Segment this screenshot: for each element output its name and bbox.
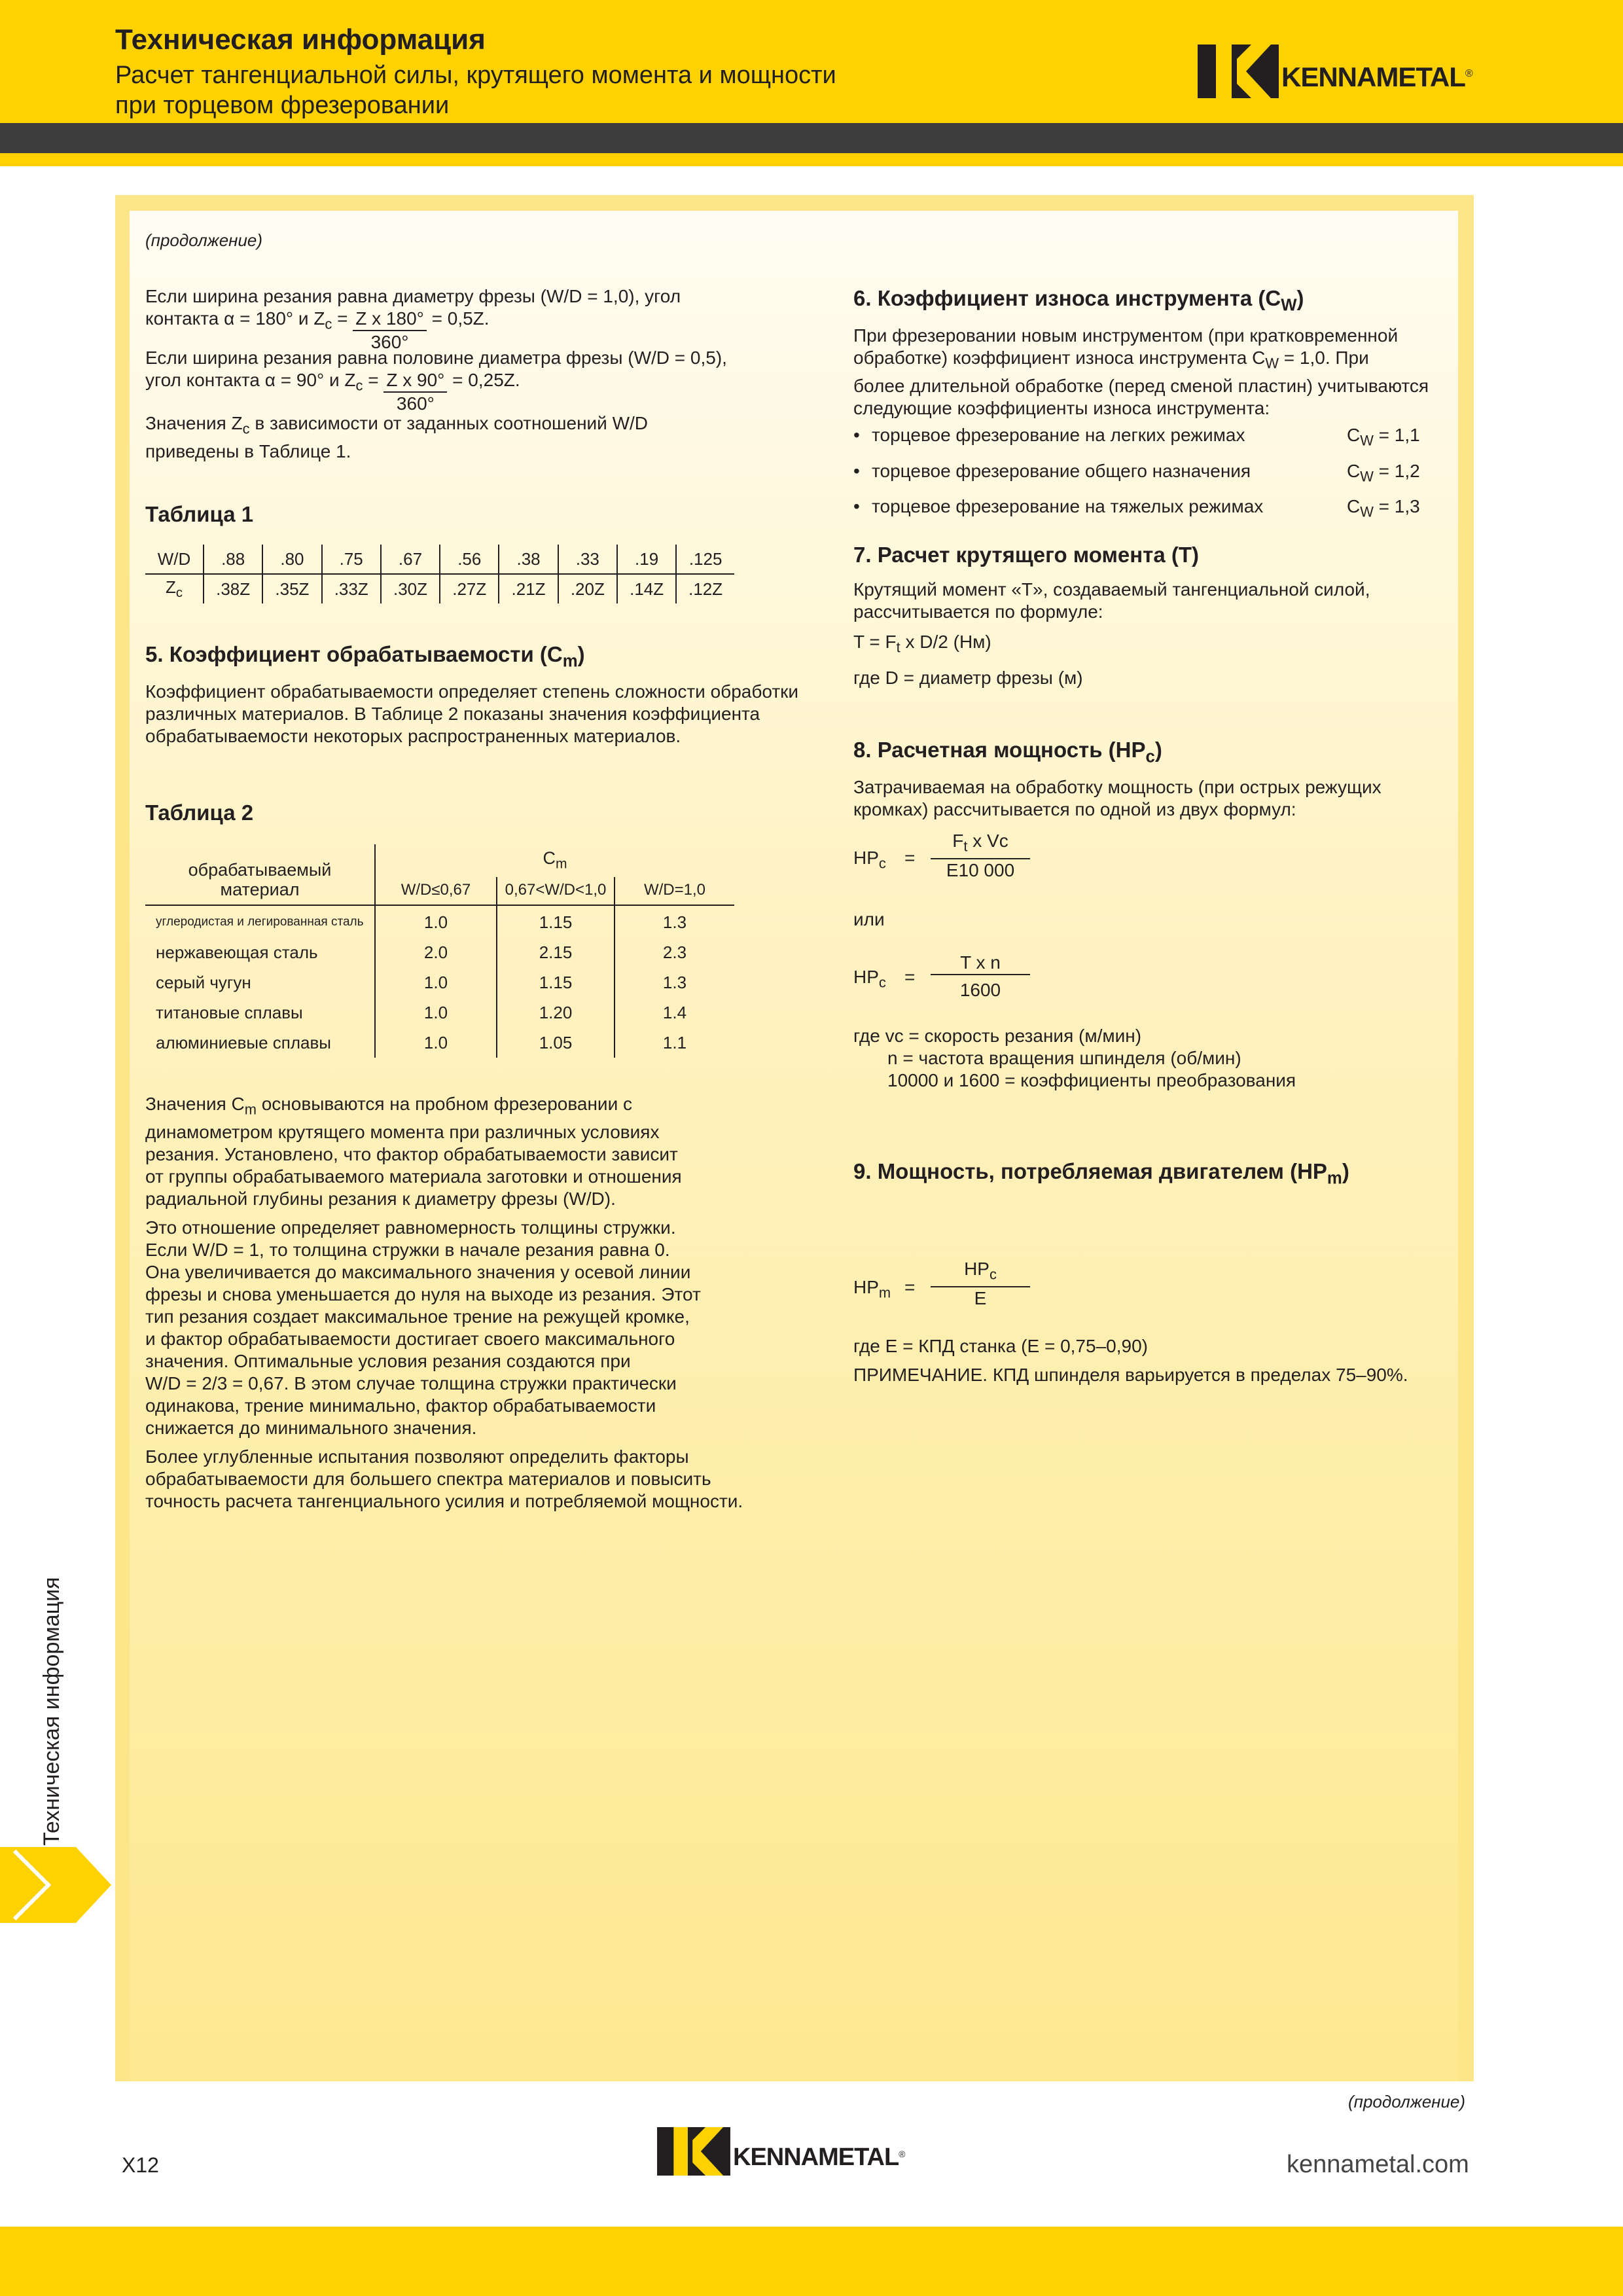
text-line: одинакова, трение минимально, фактор обрабатываемости — [145, 1395, 656, 1416]
text-fragment: 5. Коэффициент обрабатываемости (C — [145, 642, 563, 666]
table-cell: .80 — [262, 545, 321, 574]
table-cell: .33 — [558, 545, 617, 574]
section5-body — [145, 681, 813, 747]
text-line — [145, 412, 800, 440]
logo-registered-mark: ® — [1465, 68, 1473, 79]
page-subtitle — [115, 60, 836, 120]
text-fragment: Z — [165, 577, 176, 597]
text-fragment: контакта α = 180° и Z — [145, 308, 325, 329]
fraction — [931, 952, 1030, 1001]
table2-title: Таблица 2 — [145, 800, 254, 825]
table2-col-header: 0,67<W/D<1,0 — [505, 881, 607, 899]
table2-cell: 1.15 — [539, 912, 573, 932]
text-line: резания. Установлено, что фактор обрабатываемости зависит — [145, 1143, 678, 1164]
table-cell: .38 — [499, 545, 558, 574]
table-divider — [145, 905, 734, 906]
fraction — [931, 830, 1030, 882]
page-title: Техническая информация — [115, 24, 486, 56]
table2-cell: 1.05 — [539, 1033, 573, 1052]
text-fragment: x Vc — [967, 831, 1008, 851]
table2-row-material: нержавеющая сталь — [156, 942, 318, 962]
text-fragment: C — [1347, 460, 1361, 481]
table2-header-cm — [376, 848, 734, 872]
logo-text: KENNAMETAL — [733, 2143, 899, 2171]
subscript: c — [355, 377, 363, 394]
table2-cell: 1.0 — [423, 973, 448, 992]
table1 — [145, 545, 734, 603]
table-cell: .56 — [440, 545, 499, 574]
formula-hpc-lhs — [853, 847, 886, 875]
text-fragment: = 1,2 — [1373, 460, 1420, 481]
where-block — [853, 1025, 1442, 1092]
subscript: W — [1265, 355, 1279, 372]
text-line: снижается до минимального значения. — [145, 1417, 477, 1438]
text-line: W/D = 2/3 = 0,67. В этом случае толщина стружки практически — [145, 1372, 677, 1393]
text-fragment: = 0,5Z. — [426, 308, 490, 329]
text-fragment: обработке) коэффициент износа инструмента C — [853, 348, 1266, 368]
list-item — [853, 420, 1442, 456]
text-line: n = частота вращения шпинделя (об/мин) — [887, 1048, 1241, 1068]
section8-title — [853, 737, 1162, 770]
text-fragment: = 1,3 — [1373, 496, 1420, 517]
text-line — [145, 1093, 813, 1121]
subscript: t — [896, 639, 901, 656]
text-fragment: ) — [1342, 1159, 1349, 1183]
continued-label-bottom: (продолжение) — [1348, 2092, 1466, 2111]
table2-col-header: W/D=1,0 — [643, 881, 706, 899]
text-line: Более углубленные испытания позволяют определить факторы — [145, 1446, 689, 1467]
text-fragment: = 0,25Z. — [447, 370, 520, 390]
text-line: При фрезеровании новым инструментом (при кратковременной — [853, 325, 1399, 346]
fraction-denominator: 360° — [396, 393, 435, 414]
fraction-numerator: Z x 90° — [383, 369, 447, 393]
subscript: W — [1360, 503, 1374, 520]
table-cell: .14Z — [617, 574, 676, 603]
fraction-denominator: 1600 — [959, 980, 1001, 1000]
text-line: радиальной глубины резания к диаметру фрезы (W/D). — [145, 1188, 616, 1209]
subscript: W — [1281, 296, 1297, 315]
table2-row-material: углеродистая и легированная сталь — [156, 915, 364, 929]
fraction-denominator: E10 000 — [946, 859, 1015, 880]
table2-row-material: серый чугун — [156, 973, 251, 992]
side-tab-label: Техническая информация — [39, 1577, 64, 1846]
text-line: Затрачиваемая на обработку мощность (при острых режущих — [853, 777, 1382, 797]
table-cell: .38Z — [204, 574, 262, 603]
equals-sign: = — [904, 967, 916, 987]
table2-row-material: титановые сплавы — [156, 1003, 303, 1022]
table-cell: .67 — [381, 545, 440, 574]
text-fragment: HP — [853, 967, 879, 987]
table2-col-header: W/D≤0,67 — [401, 881, 471, 899]
section9-title — [853, 1158, 1349, 1192]
table2-cell: 1.20 — [539, 1003, 573, 1022]
text-line: точность расчета тангенциального усилия и потребляемой мощности. — [145, 1490, 743, 1511]
list-item — [853, 456, 1442, 492]
text-fragment: HP — [853, 1277, 879, 1297]
text-line: Если ширина резания равна половине диаметра фрезы (W/D = 0,5), — [145, 348, 727, 368]
list-item-text: торцевое фрезерование на тяжелых режимах — [872, 496, 1264, 517]
formula-line — [853, 631, 1442, 659]
text-line: тип резания создает максимальное трение на режущей кромке, — [145, 1306, 690, 1327]
table2-cell: 2.0 — [423, 942, 448, 962]
table2-header-material — [145, 860, 374, 899]
text-fragment: HP — [964, 1259, 990, 1279]
subscript: W — [1360, 432, 1374, 449]
footer-logo — [657, 2127, 906, 2176]
text-line: ПРИМЕЧАНИЕ. КПД шпинделя варьируется в пределах 75–90%. — [853, 1365, 1408, 1385]
text-fragment: = 1,0. При — [1278, 348, 1369, 368]
text-line: где vc = скорость резания (м/мин) — [853, 1026, 1142, 1046]
table-cell — [145, 574, 204, 603]
text-line: материал — [220, 880, 300, 899]
text-line: Коэффициент обрабатываемости определяет степень сложности обработки — [145, 681, 799, 702]
header-logo — [1198, 45, 1473, 98]
subscript: m — [878, 1284, 891, 1301]
text-fragment: C — [1347, 425, 1361, 445]
table-cell: .75 — [322, 545, 381, 574]
text-line: от группы обрабатываемого материала заготовки и отношения — [145, 1166, 682, 1187]
text-fragment: Значения C — [145, 1094, 245, 1114]
text-line: различных материалов. В Таблице 2 показаны значения коэффициента — [145, 704, 760, 724]
table2-cell: 1.0 — [423, 1003, 448, 1022]
table2 — [145, 844, 734, 1058]
subscript: c — [242, 420, 250, 437]
bullet-icon: • — [853, 425, 860, 445]
table-cell: .35Z — [262, 574, 321, 603]
subscript: c — [1145, 747, 1155, 766]
text-line: динамометром крутящего момента при различных условиях — [145, 1121, 660, 1142]
text-line: кромках) рассчитывается по одной из двух формул: — [853, 799, 1296, 819]
text-fragment: = — [332, 308, 353, 329]
left-column-intro — [145, 285, 800, 463]
text-line: Крутящий момент «T», создаваемый тангенциальной силой, — [853, 579, 1370, 600]
logo-registered-mark: ® — [899, 2149, 906, 2159]
table2-cell: 1.3 — [662, 973, 687, 992]
table1-title: Таблица 1 — [145, 502, 254, 526]
section7-title: 7. Расчет крутящего момента (T) — [853, 543, 1199, 567]
table2-cell: 1.4 — [662, 1003, 687, 1022]
subtitle-line: при торцевом фрезеровании — [115, 92, 450, 119]
list-item-value — [1347, 492, 1420, 528]
text-line: и фактор обрабатываемости достигает своего максимального — [145, 1328, 675, 1349]
text-line: Если ширина резания равна диаметру фрезы (W/D = 1,0), угол — [145, 286, 681, 306]
table2-cell: 1.3 — [662, 912, 687, 932]
fraction — [383, 369, 447, 415]
table-cell: .33Z — [322, 574, 381, 603]
bullet-icon: • — [853, 496, 860, 517]
formula-line — [145, 369, 800, 414]
text-fragment: ) — [577, 642, 585, 666]
table2-row-material: алюминиевые сплавы — [156, 1033, 331, 1052]
fraction-numerator — [931, 1258, 1030, 1287]
formula-hpc-lhs — [853, 966, 886, 994]
table2-cell: 1.1 — [662, 1033, 687, 1052]
logo-text: KENNAMETAL — [1281, 62, 1465, 92]
table-cell: .19 — [617, 545, 676, 574]
formula-hpm-lhs — [853, 1276, 891, 1304]
table1-row-wd — [145, 545, 734, 574]
continued-label-top: (продолжение) — [145, 230, 263, 250]
table-cell: W/D — [145, 545, 204, 574]
table2-cell: 2.15 — [539, 942, 573, 962]
text-line: фрезы и снова уменьшается до нуля на выходе из резания. Этот — [145, 1283, 701, 1304]
text-fragment: = 1,1 — [1373, 425, 1420, 445]
text-fragment: основываются на пробном фрезеровании с — [256, 1094, 632, 1114]
kennametal-k-icon — [657, 2127, 730, 2176]
subscript: m — [562, 652, 578, 671]
section5-title — [145, 641, 585, 675]
side-tab-chevron-icon — [0, 1847, 111, 1923]
subscript: m — [1327, 1169, 1342, 1188]
section8-body — [853, 776, 1442, 821]
text-line: обрабатываемости для большего спектра материалов и повысить — [145, 1468, 711, 1489]
header-dark-bar — [0, 123, 1623, 153]
table-cell: .12Z — [676, 574, 734, 603]
text-line: рассчитывается по формуле: — [853, 601, 1103, 622]
text-fragment: 9. Мощность, потребляемая двигателем (HP — [853, 1159, 1327, 1183]
or-label: или — [853, 909, 885, 929]
table-cell: .27Z — [440, 574, 499, 603]
subscript: c — [989, 1266, 997, 1283]
equals-sign: = — [904, 848, 916, 868]
subscript: W — [1360, 468, 1374, 485]
subscript: c — [878, 855, 886, 872]
fraction-numerator — [931, 830, 1030, 859]
fraction-numerator: T x n — [931, 952, 1030, 975]
subscript: m — [555, 856, 567, 872]
table-cell: .88 — [204, 545, 262, 574]
text-fragment: HP — [853, 848, 879, 868]
kennametal-k-icon — [1198, 45, 1279, 98]
equals-sign: = — [904, 1277, 916, 1297]
section6-list — [853, 420, 1442, 528]
text-line: следующие коэффициенты износа инструмента: — [853, 397, 1270, 418]
text-fragment: угол контакта α = 90° и Z — [145, 370, 356, 390]
subscript: m — [244, 1101, 257, 1118]
list-item-text: торцевое фрезерование общего назначения — [872, 460, 1251, 481]
table1-row-zc — [145, 574, 734, 603]
table2-cell: 1.15 — [539, 973, 573, 992]
text-line: обрабатываемый — [188, 860, 332, 880]
formula-line — [145, 308, 800, 352]
fraction — [931, 1258, 1030, 1310]
text-line: где D = диаметр фрезы (м) — [853, 667, 1083, 688]
text-fragment: F — [952, 831, 964, 851]
text-fragment: 6. Коэффициент износа инструмента (C — [853, 286, 1281, 310]
text-fragment: T = F — [853, 632, 897, 652]
subscript: t — [963, 838, 968, 855]
bullet-icon: • — [853, 460, 860, 481]
text-fragment: Значения Z — [145, 413, 243, 433]
text-line: приведены в Таблице 1. — [145, 440, 351, 461]
text-line: 10000 и 1600 = коэффициенты преобразования — [887, 1070, 1296, 1090]
left-column-body — [145, 1093, 813, 1513]
footer-band — [0, 2227, 1623, 2296]
text-line — [853, 347, 1442, 375]
table-cell: .30Z — [381, 574, 440, 603]
text-fragment: C — [543, 848, 556, 868]
subscript: c — [325, 315, 332, 332]
table-cell: .21Z — [499, 574, 558, 603]
section6-title — [853, 285, 1304, 319]
fraction-denominator: E — [974, 1287, 987, 1308]
text-fragment: ) — [1154, 738, 1162, 762]
text-line: обрабатываемости некоторых распространенных материалов. — [145, 726, 681, 746]
list-item-value — [1347, 420, 1420, 456]
fraction-denominator: 360° — [370, 332, 409, 352]
section6-body — [853, 325, 1442, 420]
text-line: Она увеличивается до максимального значения у осевой линии — [145, 1261, 691, 1282]
text-line: более длительной обработке (перед сменой пластин) учитываются — [853, 375, 1429, 396]
footer-url-link[interactable]: kennametal.com — [1287, 2151, 1469, 2178]
text-line: Если W/D = 1, то толщина стружки в начале резания равна 0. — [145, 1239, 670, 1260]
fraction-numerator: Z x 180° — [353, 308, 427, 331]
table2-cell: 1.0 — [423, 912, 448, 932]
header-yellow-line — [0, 153, 1623, 166]
subscript: c — [878, 974, 886, 991]
subscript: c — [175, 586, 183, 601]
subtitle-line: Расчет тангенциальной силы, крутящего момента и мощности — [115, 62, 836, 89]
list-item-value — [1347, 456, 1420, 492]
list-item-text: торцевое фрезерование на легких режимах — [872, 425, 1245, 445]
table2-cell: 1.0 — [423, 1033, 448, 1052]
text-fragment: в зависимости от заданных соотношений W/D — [249, 413, 649, 433]
text-fragment: C — [1347, 496, 1361, 517]
section9-body — [853, 1335, 1455, 1386]
list-item — [853, 492, 1442, 528]
text-line: Это отношение определяет равномерность толщины стружки. — [145, 1217, 676, 1238]
text-fragment: ) — [1296, 286, 1304, 310]
text-line: где E = КПД станка (E = 0,75–0,90) — [853, 1336, 1148, 1356]
text-fragment: x D/2 (Нм) — [900, 632, 991, 652]
text-line: значения. Оптимальные условия резания создаются при — [145, 1350, 631, 1371]
table-cell: .20Z — [558, 574, 617, 603]
table-cell: .125 — [676, 545, 734, 574]
page-number: X12 — [122, 2153, 159, 2177]
table2-cell: 2.3 — [662, 942, 687, 962]
section7-body — [853, 579, 1442, 689]
text-fragment: = — [363, 370, 384, 390]
text-fragment: 8. Расчетная мощность (HP — [853, 738, 1146, 762]
